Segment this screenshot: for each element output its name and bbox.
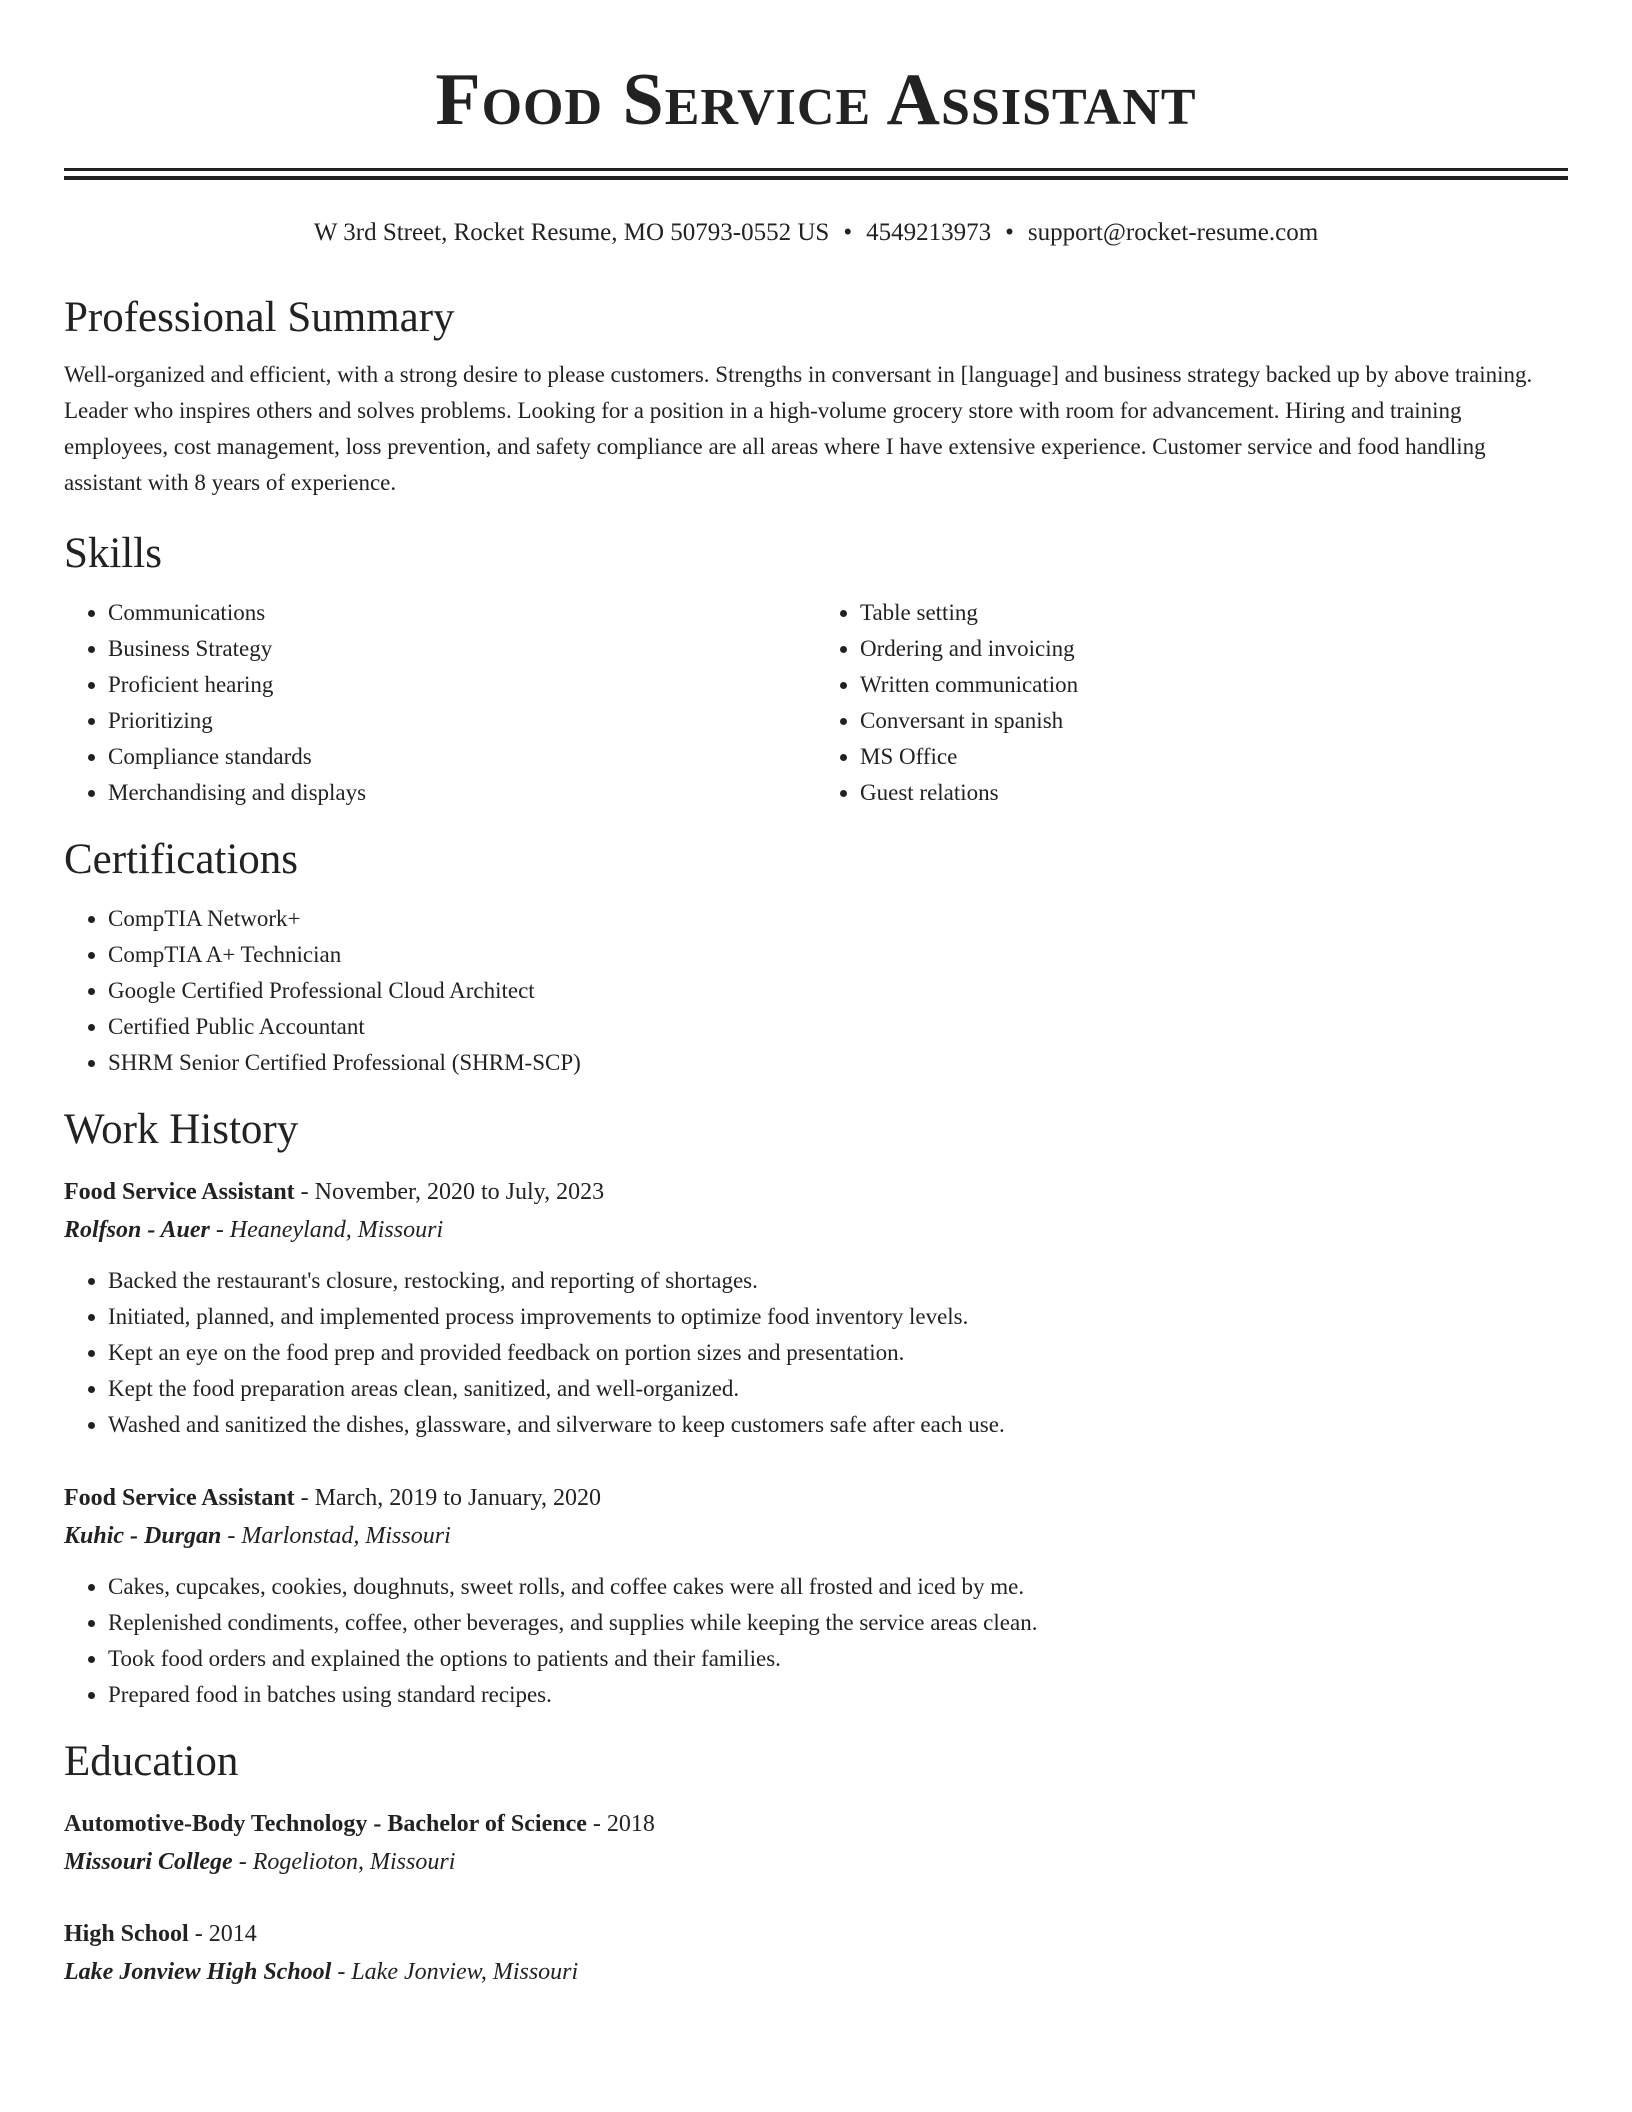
resume-name: Food Service Assistant [435,59,1197,141]
job-location: - Heaneyland, Missouri [209,1217,444,1243]
education-entry [64,1915,1568,1991]
skill-item: • Table setting [860,595,1568,631]
job-bullets [64,1263,1568,1443]
skills-heading: Skills [64,530,162,577]
job-bullet: • Initiated, planned, and implemented process improvements to optimize food inventory levels. [108,1299,1568,1335]
contact-phone: 4549213973 [866,219,992,246]
job-bullet: • Took food orders and explained the options to patients and their families. [108,1641,1568,1677]
certification-item: • CompTIA A+ Technician [108,937,1568,973]
skill-item: • MS Office [860,739,1568,775]
skill-item: • Communications [108,595,816,631]
contact-email: support@rocket-resume.com [1027,219,1319,246]
certification-item: • SHRM Senior Certified Professional (SHRM-SCP) [108,1045,1568,1081]
education-degree: High School [64,1921,189,1947]
summary-heading: Professional Summary [64,294,455,341]
job-title-line [64,1479,1568,1517]
job-bullet: • Kept the food preparation areas clean, sanitized, and well-organized. [108,1371,1568,1407]
contact-line [64,217,1568,249]
job-bullet: • Washed and sanitized the dishes, glassware, and silverware to keep customers safe after each use. [108,1407,1568,1443]
education-school: Missouri College [64,1849,233,1875]
education-degree-line [64,1805,1568,1843]
skill-item: • Merchandising and displays [108,775,816,811]
certification-item: • Certified Public Accountant [108,1009,1568,1045]
summary-text: Well-organized and efficient, with a strong desire to please customers. Strengths in conversant in [language] and business strategy backed up by above training. Leader who inspires others and solves problems. Looking for a position in a high-volume grocery store with room for advancement. Hiring and training employees, cost management, loss prevention, and safety compliance are all areas where I have extensive experience. Customer service and food handling assistant with 8 years of experience. [64,362,1533,495]
job-bullet: • Kept an eye on the food prep and provided feedback on portion sizes and presentation. [108,1335,1568,1371]
job-role: Food Service Assistant [64,1179,295,1205]
job-title-line [64,1173,1568,1211]
certification-item: • CompTIA Network+ [108,901,1568,937]
skill-item: • Written communication [860,667,1568,703]
job-entry [64,1479,1568,1713]
job-company-line [64,1517,1568,1555]
certifications-heading: Certifications [64,836,299,883]
job-company: Kuhic - Durgan [64,1523,222,1549]
contact-separator: • [843,219,853,246]
job-role: Food Service Assistant [64,1485,295,1511]
job-location: - Marlonstad, Missouri [221,1523,451,1549]
skill-item: • Conversant in spanish [860,703,1568,739]
contact-address: W 3rd Street, Rocket Resume, MO 50793-0552 US [313,219,830,246]
skills-list-left [64,595,816,811]
job-bullet: • Prepared food in batches using standard recipes. [108,1677,1568,1713]
skill-item: • Proficient hearing [108,667,816,703]
education-heading: Education [64,1738,239,1785]
job-bullets [64,1569,1568,1713]
job-dates: - March, 2019 to January, 2020 [294,1485,602,1511]
work-history-heading: Work History [64,1106,299,1153]
job-company-line [64,1211,1568,1249]
education-school-line [64,1953,1568,1991]
job-company: Rolfson - Auer [64,1217,210,1243]
job-bullet: • Cakes, cupcakes, cookies, doughnuts, sweet rolls, and coffee cakes were all frosted and iced by me. [108,1569,1568,1605]
education-school-line [64,1843,1568,1881]
education-degree: Automotive-Body Technology - Bachelor of Science [64,1811,587,1837]
job-bullet: • Backed the restaurant's closure, restocking, and reporting of shortages. [108,1263,1568,1299]
contact-separator: • [1005,219,1014,246]
skills-list-right [816,595,1568,811]
job-bullet: • Replenished condiments, coffee, other beverages, and supplies while keeping the service areas clean. [108,1605,1568,1641]
certifications-list [64,901,1568,1081]
education-degree-line [64,1915,1568,1953]
skill-item: • Guest relations [860,775,1568,811]
education-year: - 2018 [586,1811,655,1837]
skill-item: • Prioritizing [108,703,816,739]
education-year: - 2014 [188,1921,257,1947]
header-divider [64,168,1568,180]
education-location: - Lake Jonview, Missouri [331,1959,579,1985]
job-entry [64,1173,1568,1443]
skill-item: • Ordering and invoicing [860,631,1568,667]
skills-columns [64,595,1568,811]
education-school: Lake Jonview High School [64,1959,332,1985]
education-entry [64,1805,1568,1881]
education-location: - Rogelioton, Missouri [232,1849,456,1875]
certification-item: • Google Certified Professional Cloud Architect [108,973,1568,1009]
skill-item: • Compliance standards [108,739,816,775]
job-dates: - November, 2020 to July, 2023 [294,1179,605,1205]
skill-item: • Business Strategy [108,631,816,667]
